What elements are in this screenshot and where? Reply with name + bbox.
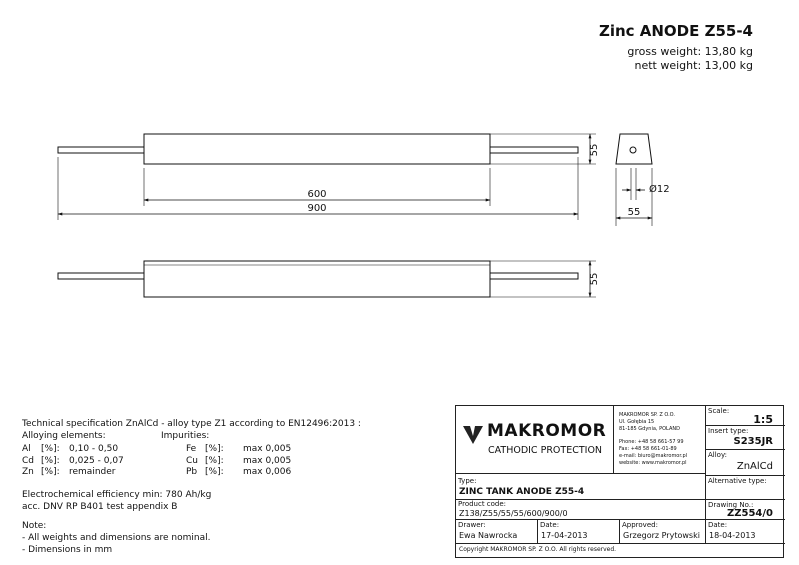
anode-side-view <box>58 261 600 297</box>
company-email: e-mail: biuro@makromor.pl <box>619 453 688 459</box>
note-line-1: - All weights and dimensions are nominal. <box>22 533 211 543</box>
nett-weight: nett weight: 13,00 kg <box>634 59 753 72</box>
alloy-al-value: 0,10 - 0,50 <box>69 444 119 454</box>
approved-value: Grzegorz Prytowski <box>623 531 700 540</box>
impurities-header: Impurities: <box>161 431 210 441</box>
date1-cell <box>538 520 620 544</box>
note-title: Note: <box>22 521 47 531</box>
drawer-cell <box>456 520 538 544</box>
alloy-cd-unit: [%]: <box>41 456 60 466</box>
dim-text-top-55: 55 <box>589 143 600 157</box>
drawing-no-cell <box>706 500 785 520</box>
insert-label: Insert type: <box>708 427 749 435</box>
title-block <box>455 405 784 558</box>
gross-weight: gross weight: 13,80 kg <box>627 45 753 58</box>
approved-label: Approved: <box>622 521 658 529</box>
impurity-pb-value: max 0,006 <box>243 467 292 477</box>
approved-cell <box>620 520 706 544</box>
product-value: Z138/Z55/55/55/600/900/0 <box>459 509 568 518</box>
end-view-hole <box>630 147 636 153</box>
impurity-cu-unit: [%]: <box>205 456 224 466</box>
side-anode-body <box>144 261 490 297</box>
insert-value: S235JR <box>733 436 773 447</box>
date2-cell <box>706 520 785 544</box>
company-city: 81-185 Gdynia, POLAND <box>619 426 680 432</box>
company-info <box>614 406 706 474</box>
alternative-cell <box>706 476 785 500</box>
drawing-title: Zinc ANODE Z55-4 <box>598 22 753 40</box>
logo-subtitle: CATHODIC PROTECTION <box>488 445 603 456</box>
test-reference: acc. DNV RP B401 test appendix B <box>22 502 178 512</box>
alloy-al-unit: [%]: <box>41 444 60 454</box>
dim-text-hole-diameter: Ø12 <box>649 184 670 195</box>
impurity-fe-element: Fe <box>186 444 197 454</box>
alloy-zn-value: remainder <box>69 467 116 477</box>
alloy-zn-element: Zn <box>22 467 34 477</box>
scale-label: Scale: <box>708 407 730 415</box>
drawer-label: Drawer: <box>458 521 486 529</box>
date1-value: 17-04-2013 <box>541 531 588 540</box>
insert-cell <box>706 426 785 450</box>
date1-label: Date: <box>540 521 560 529</box>
alloy-cd-element: Cd <box>22 456 34 466</box>
alloy-label: Alloy: <box>708 451 727 459</box>
product-cell <box>456 500 706 520</box>
alloying-header: Alloying elements: <box>22 431 106 441</box>
scale-cell <box>706 406 785 426</box>
logo-name: MAKROMOR <box>487 421 607 441</box>
dim-text-600: 600 <box>307 189 327 200</box>
type-cell <box>456 474 706 500</box>
top-anode-body <box>144 134 490 164</box>
alloy-zn-unit: [%]: <box>41 467 60 477</box>
company-fax: Fax: +48 58 661-01-89 <box>619 446 677 452</box>
scale-value: 1:5 <box>753 413 773 426</box>
length-dimensions <box>58 157 578 220</box>
alloy-value: ZnAlCd <box>736 461 773 472</box>
date2-value: 18-04-2013 <box>709 531 756 540</box>
impurity-pb-element: Pb <box>186 467 198 477</box>
alternative-label: Alternative type: <box>708 477 767 485</box>
drawing-no-value: ZZ554/0 <box>727 508 773 519</box>
company-website: website: www.makromor.pl <box>619 460 687 466</box>
company-name: MAKROMOR SP. Z O.O. <box>619 412 675 418</box>
impurity-pb-unit: [%]: <box>205 467 224 477</box>
spec-title: Technical specification ZnAlCd - alloy type Z1 according to EN12496:2013 : <box>22 419 361 429</box>
anode-end-view <box>616 134 670 226</box>
logo-area <box>456 406 614 474</box>
impurity-cu-element: Cu <box>186 456 198 466</box>
drawing-no-label: Drawing No.: <box>708 501 754 509</box>
efficiency-text: Electrochemical efficiency min: 780 Ah/kg <box>22 490 212 500</box>
makromor-logo-icon <box>461 422 485 446</box>
impurity-fe-unit: [%]: <box>205 444 224 454</box>
alloy-cd-value: 0,025 - 0,07 <box>69 456 124 466</box>
copyright: Copyright MAKROMOR SP. Z O.O. All rights reserved. <box>459 546 617 553</box>
anode-top-view <box>58 134 600 164</box>
company-street: Ul. Gołębia 15 <box>619 419 655 425</box>
dim-text-end-55: 55 <box>627 207 641 218</box>
note-line-2: - Dimensions in mm <box>22 545 113 555</box>
drawer-value: Ewa Nawrocka <box>459 531 518 540</box>
alloy-al-element: Al <box>22 444 31 454</box>
dim-text-900: 900 <box>307 203 327 214</box>
type-value: ZINC TANK ANODE Z55-4 <box>459 487 585 497</box>
impurity-fe-value: max 0,005 <box>243 444 292 454</box>
alloy-cell <box>706 450 785 476</box>
type-label: Type: <box>458 477 477 485</box>
date2-label: Date: <box>708 521 728 529</box>
impurity-cu-value: max 0,005 <box>243 456 292 466</box>
company-phone: Phone: +48 58 661-57 99 <box>619 439 684 445</box>
product-label: Product code: <box>458 500 507 508</box>
dim-text-bottom-55: 55 <box>589 272 600 286</box>
